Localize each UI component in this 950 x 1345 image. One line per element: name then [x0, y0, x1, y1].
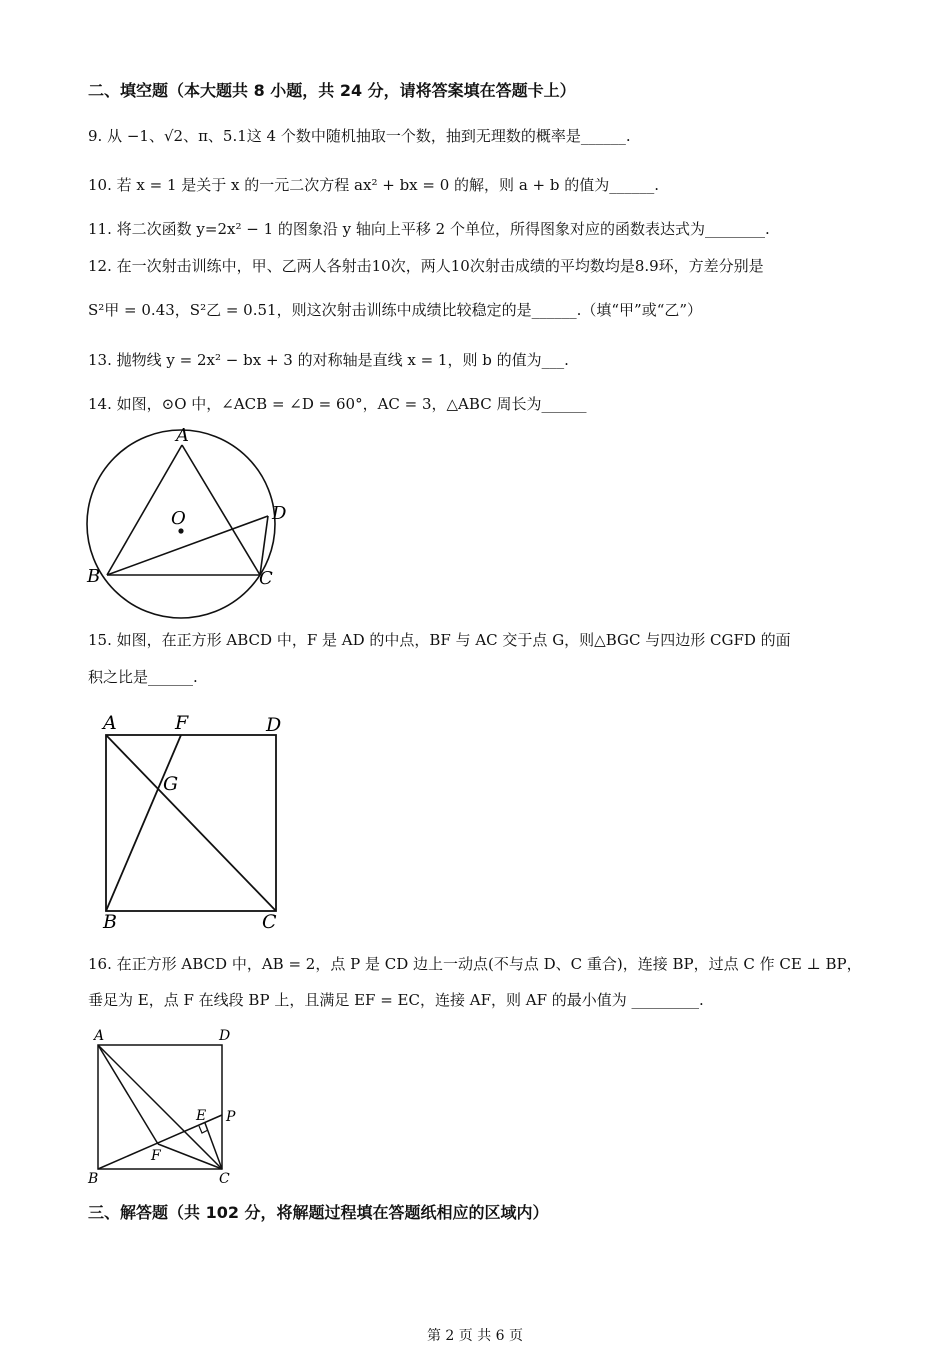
question-15-continued: 积之比是______.	[88, 668, 198, 686]
question-16-continued: 垂足为 E，点 F 在线段 BP 上，且满足 EF = EC，连接 AF，则 AF 的最小值为 _________.	[88, 991, 704, 1009]
label-F: F	[175, 712, 189, 734]
question-15	[88, 628, 791, 652]
label-D: D	[219, 1028, 231, 1044]
question-10	[88, 173, 659, 197]
page-footer: 第 2 页 共 6 页	[426, 1328, 524, 1344]
question-text: 抛物线 y = 2x² − bx + 3 的对称轴是直线 x = 1，则 b 的值为___.	[116, 351, 569, 369]
question-number: 16.	[88, 955, 112, 973]
question-14	[88, 392, 586, 416]
label-B: B	[88, 1171, 99, 1187]
label-C: C	[262, 911, 277, 933]
section2-heading: 二、填空题（本大题共 8 小题，共 24 分，请将答案填在答题卡上）	[88, 81, 576, 100]
label-C: C	[219, 1171, 230, 1187]
label-B: B	[103, 911, 117, 933]
question-12	[88, 254, 764, 278]
figure-16-square-diagram	[86, 1025, 251, 1190]
question-13	[88, 348, 569, 372]
question-number: 13.	[88, 351, 112, 369]
label-D: D	[272, 503, 287, 524]
question-number: 11.	[88, 220, 112, 238]
section3-heading: 三、解答题（共 102 分，将解题过程填在答题纸相应的区域内）	[88, 1203, 549, 1222]
label-A: A	[176, 425, 189, 446]
label-D: D	[266, 714, 282, 736]
question-12-continued: S²甲 = 0.43，S²乙 = 0.51，则这次射击训练中成绩比较稳定的是______.（填“甲”或“乙”）	[88, 301, 703, 319]
label-A: A	[94, 1028, 105, 1044]
label-C: C	[259, 568, 273, 589]
question-16	[88, 952, 862, 976]
question-text: 从 −1、√2、π、5.1这 4 个数中随机抽取一个数，抽到无理数的概率是______.	[107, 127, 631, 145]
label-B: B	[87, 566, 101, 587]
label-A: A	[103, 712, 117, 734]
label-F: F	[151, 1148, 161, 1164]
question-number: 10.	[88, 176, 112, 194]
question-text: 在一次射击训练中，甲、乙两人各射击10次，两人10次射击成绩的平均数均是8.9环，方差分别是	[116, 257, 764, 275]
label-P: P	[226, 1109, 236, 1125]
figure-15-square-diagram	[98, 708, 293, 933]
question-text: 如图，在正方形 ABCD 中，F 是 AD 的中点，BF 与 AC 交于点 G，则△BGC 与四边形 CGFD 的面	[116, 631, 791, 649]
figure-14-circle-diagram	[85, 420, 305, 625]
question-number: 9.	[88, 127, 103, 145]
question-text: 若 x = 1 是关于 x 的一元二次方程 ax² + bx = 0 的解，则 a + b 的值为______.	[116, 176, 660, 194]
label-O: O	[171, 508, 186, 529]
question-text: 在正方形 ABCD 中，AB = 2，点 P 是 CD 边上一动点(不与点 D、C 重合)，连接 BP，过点 C 作 CE ⊥ BP，	[116, 955, 862, 973]
question-11	[88, 217, 770, 241]
question-text: 如图，⊙O 中，∠ACB = ∠D = 60°，AC = 3，△ABC 周长为______	[116, 395, 587, 413]
label-E: E	[196, 1108, 207, 1124]
label-G: G	[163, 773, 179, 795]
question-number: 14.	[88, 395, 112, 413]
question-number: 15.	[88, 631, 112, 649]
question-9	[88, 124, 631, 148]
question-number: 12.	[88, 257, 112, 275]
question-text: 将二次函数 y=2x² − 1 的图象沿 y 轴向上平移 2 个单位，所得图象对应的函数表达式为________.	[116, 220, 770, 238]
